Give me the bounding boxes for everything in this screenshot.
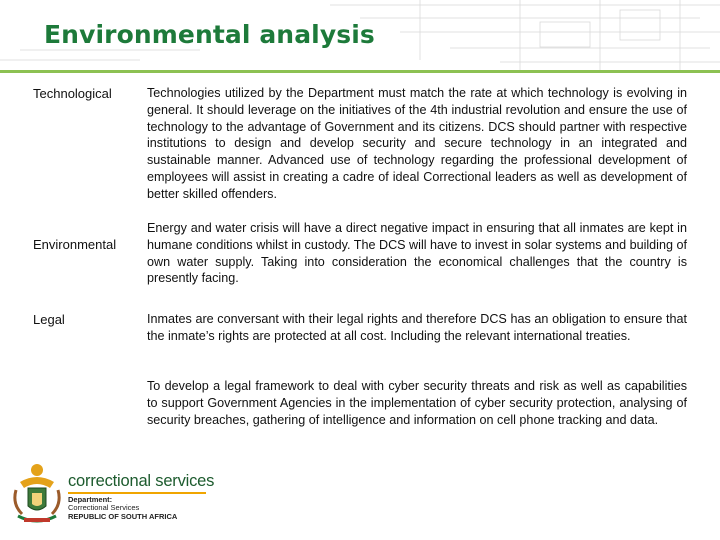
row-label-legal: Legal <box>33 312 65 327</box>
row-label-technological: Technological <box>33 86 112 101</box>
dept-line-2: Correctional Services <box>68 503 140 513</box>
dept-line-1: Department: <box>68 495 113 504</box>
coat-of-arms-icon <box>10 460 65 528</box>
row-text-legal-2: To develop a legal framework to deal with cyber security threats and risk as well as capabilities to support Government Agencies in the implementation of cyber security protection, analysing of security breaches, gathering of intelligence and information on cell phone tracking and data. <box>147 379 687 427</box>
department-block <box>68 496 177 521</box>
brand-name: correctional services <box>68 472 215 490</box>
dept-line-3: REPUBLIC OF SOUTH AFRICA <box>68 511 178 521</box>
row-text-technological: Technologies utilized by the Department must match the rate at which technology is evolving in general. It should leverage on the initiatives of the 4th industrial revolution and ensure the use of technology to the advantage of Government and its citizens. DCS should partner with respective institutions to design and develop security and secure technology in an integrated and sustainable manner. Advanced use of technology regarding the professional development of employees will assist in creating a cadre of ideal Correctional leaders as well as development of better skilled offenders. <box>147 86 687 201</box>
row-label-environmental: Environmental <box>33 237 117 252</box>
row-text-legal-1: Inmates are conversant with their legal rights and therefore DCS has an obligation to ensure that the inmate’s rights are protected at all cost. Including the relevant international treaties. <box>147 312 687 343</box>
title-underline <box>0 70 720 73</box>
row-text-environmental: Energy and water crisis will have a direct negative impact in ensuring that all inmates are kept in humane conditions whilst in custody. The DCS will have to invest in solar systems and building of own water supply. Taking into consideration the economical challenges that the country is presently facing. <box>147 221 687 286</box>
page-title: Environmental analysis <box>44 20 375 49</box>
brand-underline <box>68 492 206 494</box>
